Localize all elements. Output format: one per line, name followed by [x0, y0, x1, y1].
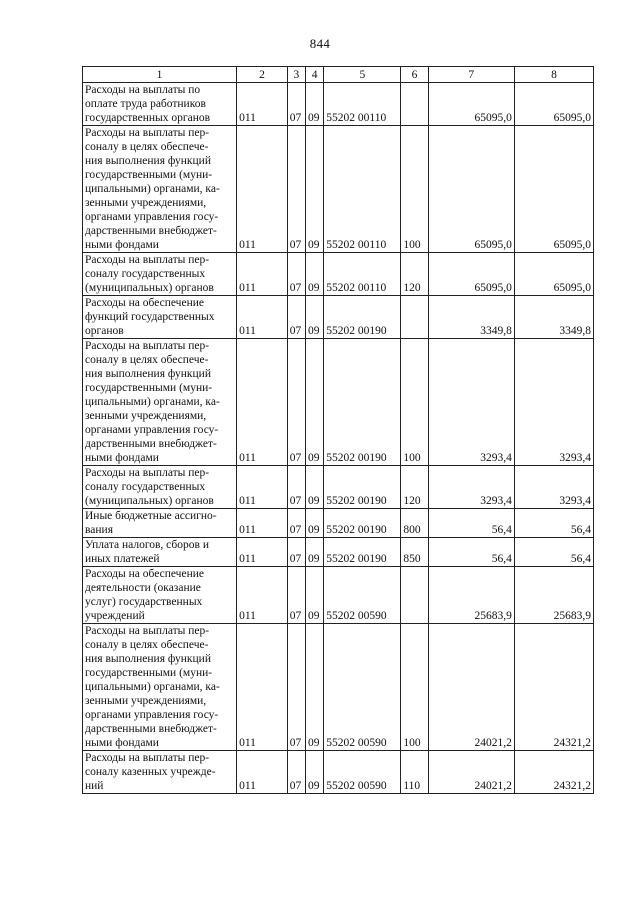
- table-row: [83, 339, 594, 466]
- amount-year-1: 3349,8: [428, 296, 514, 339]
- target-article-code: 55202 00190: [324, 466, 401, 509]
- section-code: 07: [287, 339, 305, 466]
- target-article-code: 55202 00110: [324, 126, 401, 253]
- amount-year-2: 24321,2: [514, 624, 593, 751]
- subsection-code: 09: [306, 296, 324, 339]
- subsection-code: 09: [306, 509, 324, 538]
- expense-type-code: 100: [401, 126, 428, 253]
- column-header: 3: [287, 67, 305, 83]
- target-article-code: 55202 00590: [324, 567, 401, 624]
- row-name: Расходы на выплаты пер- соналу в целях обеспече- ния выполнения функций государственными (муни- ципальными) органами, ка- зенными учреждениями, органами управления госу- дарственными внебюджет- ными фондами: [83, 339, 237, 466]
- expense-type-code: 100: [401, 339, 428, 466]
- section-code: 07: [287, 253, 305, 296]
- expense-type-code: [401, 83, 428, 126]
- admin-code: 011: [237, 296, 288, 339]
- section-code: 07: [287, 509, 305, 538]
- section-code: 07: [287, 126, 305, 253]
- row-name: Уплата налогов, сборов и иных платежей: [83, 538, 237, 567]
- target-article-code: 55202 00190: [324, 538, 401, 567]
- table-row: [83, 296, 594, 339]
- amount-year-2: 3293,4: [514, 339, 593, 466]
- admin-code: 011: [237, 339, 288, 466]
- amount-year-1: 24021,2: [428, 624, 514, 751]
- row-name: Расходы на обеспечение деятельности (оказание услуг) государственных учреждений: [83, 567, 237, 624]
- section-code: 07: [287, 624, 305, 751]
- subsection-code: 09: [306, 624, 324, 751]
- row-name: Расходы на выплаты пер- соналу государственных (муниципальных) органов: [83, 253, 237, 296]
- admin-code: 011: [237, 83, 288, 126]
- column-header: 8: [514, 67, 593, 83]
- amount-year-1: 65095,0: [428, 253, 514, 296]
- admin-code: 011: [237, 751, 288, 794]
- subsection-code: 09: [306, 538, 324, 567]
- amount-year-2: 3349,8: [514, 296, 593, 339]
- target-article-code: 55202 00190: [324, 339, 401, 466]
- expense-type-code: 100: [401, 624, 428, 751]
- admin-code: 011: [237, 509, 288, 538]
- expense-type-code: [401, 296, 428, 339]
- admin-code: 011: [237, 567, 288, 624]
- subsection-code: 09: [306, 83, 324, 126]
- amount-year-1: 56,4: [428, 509, 514, 538]
- amount-year-2: 25683,9: [514, 567, 593, 624]
- row-name: Иные бюджетные ассигно- вания: [83, 509, 237, 538]
- section-code: 07: [287, 296, 305, 339]
- amount-year-2: 56,4: [514, 538, 593, 567]
- table-row: [83, 83, 594, 126]
- admin-code: 011: [237, 126, 288, 253]
- admin-code: 011: [237, 466, 288, 509]
- amount-year-2: 65095,0: [514, 126, 593, 253]
- subsection-code: 09: [306, 466, 324, 509]
- section-code: 07: [287, 538, 305, 567]
- admin-code: 011: [237, 253, 288, 296]
- table-row: [83, 538, 594, 567]
- expense-type-code: 850: [401, 538, 428, 567]
- row-name: Расходы на выплаты пер- соналу государственных (муниципальных) органов: [83, 466, 237, 509]
- row-name: Расходы на выплаты пер- соналу в целях обеспече- ния выполнения функций государственными (муни- ципальными) органами, ка- зенными учреждениями, органами управления госу- дарственными внебюджет- ными фондами: [83, 126, 237, 253]
- row-name: Расходы на обеспечение функций государственных органов: [83, 296, 237, 339]
- subsection-code: 09: [306, 126, 324, 253]
- target-article-code: 55202 00590: [324, 751, 401, 794]
- column-header: 6: [401, 67, 428, 83]
- table-row: [83, 126, 594, 253]
- table-row: [83, 509, 594, 538]
- row-name: Расходы на выплаты по оплате труда работников государственных органов: [83, 83, 237, 126]
- amount-year-1: 3293,4: [428, 339, 514, 466]
- amount-year-2: 3293,4: [514, 466, 593, 509]
- expense-type-code: 800: [401, 509, 428, 538]
- budget-table: [82, 66, 594, 794]
- header-row: [83, 67, 594, 83]
- expense-type-code: 120: [401, 466, 428, 509]
- table-row: [83, 466, 594, 509]
- section-code: 07: [287, 751, 305, 794]
- amount-year-1: 25683,9: [428, 567, 514, 624]
- amount-year-2: 56,4: [514, 509, 593, 538]
- amount-year-1: 65095,0: [428, 126, 514, 253]
- column-header: 5: [324, 67, 401, 83]
- table-row: [83, 751, 594, 794]
- column-header: 4: [306, 67, 324, 83]
- target-article-code: 55202 00110: [324, 83, 401, 126]
- admin-code: 011: [237, 624, 288, 751]
- target-article-code: 55202 00190: [324, 509, 401, 538]
- amount-year-1: 24021,2: [428, 751, 514, 794]
- amount-year-2: 65095,0: [514, 253, 593, 296]
- expense-type-code: [401, 567, 428, 624]
- admin-code: 011: [237, 538, 288, 567]
- amount-year-1: 65095,0: [428, 83, 514, 126]
- amount-year-1: 3293,4: [428, 466, 514, 509]
- amount-year-2: 24321,2: [514, 751, 593, 794]
- column-header: 2: [237, 67, 288, 83]
- subsection-code: 09: [306, 567, 324, 624]
- subsection-code: 09: [306, 339, 324, 466]
- subsection-code: 09: [306, 253, 324, 296]
- table-row: [83, 567, 594, 624]
- page-number: 844: [309, 36, 331, 51]
- row-name: Расходы на выплаты пер- соналу в целях обеспече- ния выполнения функций государственными (муни- ципальными) органами, ка- зенными учреждениями, органами управления госу- дарственными внебюджет- ными фондами: [83, 624, 237, 751]
- target-article-code: 55202 00110: [324, 253, 401, 296]
- column-header: 7: [428, 67, 514, 83]
- target-article-code: 55202 00190: [324, 296, 401, 339]
- table-row: [83, 624, 594, 751]
- subsection-code: 09: [306, 751, 324, 794]
- section-code: 07: [287, 83, 305, 126]
- column-header: 1: [83, 67, 237, 83]
- expense-type-code: 120: [401, 253, 428, 296]
- section-code: 07: [287, 466, 305, 509]
- section-code: 07: [287, 567, 305, 624]
- table-row: [83, 253, 594, 296]
- amount-year-2: 65095,0: [514, 83, 593, 126]
- row-name: Расходы на выплаты пер- соналу казенных учрежде- ний: [83, 751, 237, 794]
- expense-type-code: 110: [401, 751, 428, 794]
- amount-year-1: 56,4: [428, 538, 514, 567]
- target-article-code: 55202 00590: [324, 624, 401, 751]
